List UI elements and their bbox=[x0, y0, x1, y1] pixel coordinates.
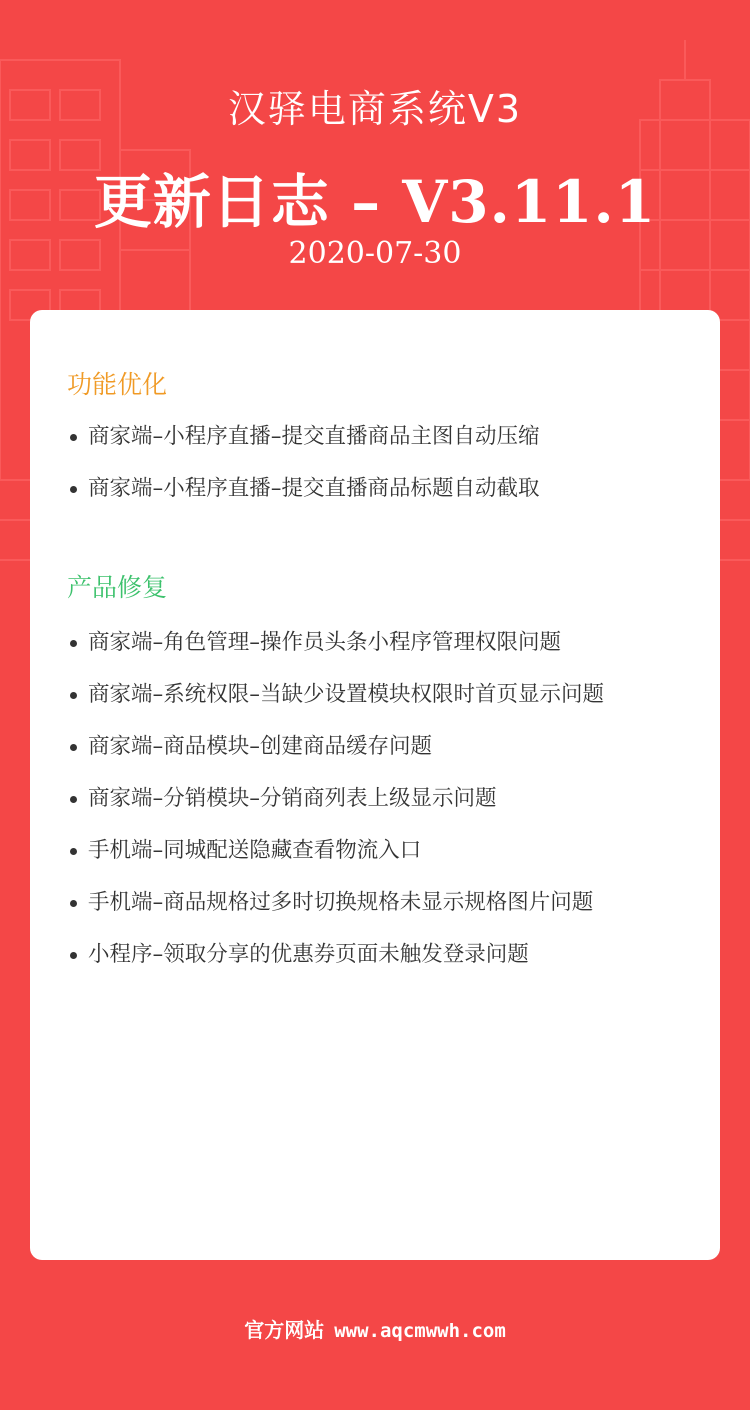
section-title-fixes: 产品修复 bbox=[67, 573, 168, 602]
list-item bbox=[70, 474, 540, 526]
update-log-title: 更新日志 – V3.11.1 bbox=[93, 168, 657, 236]
list-item-text: 商家端–商品模块–创建商品缓存问题 bbox=[88, 734, 433, 759]
fixes-list bbox=[70, 628, 604, 992]
bullet-icon bbox=[70, 434, 77, 441]
app-title: 汉驿电商系统V3 bbox=[227, 87, 523, 131]
list-item-text: 商家端–分销模块–分销商列表上级显示问题 bbox=[88, 786, 497, 811]
list-item bbox=[70, 628, 604, 680]
bullet-icon bbox=[70, 692, 77, 699]
bullet-icon bbox=[70, 900, 77, 907]
list-item-text: 商家端–小程序直播–提交直播商品标题自动截取 bbox=[88, 476, 540, 501]
footer bbox=[0, 1314, 750, 1343]
section-title-optimization: 功能优化 bbox=[67, 370, 168, 399]
list-item-text: 手机端–商品规格过多时切换规格未显示规格图片问题 bbox=[88, 890, 594, 915]
list-item-text: 商家端–角色管理–操作员头条小程序管理权限问题 bbox=[88, 630, 562, 655]
list-item bbox=[70, 732, 604, 784]
release-date: 2020-07-30 bbox=[288, 236, 462, 271]
list-item-text: 手机端–同城配送隐藏查看物流入口 bbox=[88, 838, 422, 863]
bullet-icon bbox=[70, 848, 77, 855]
list-item-text: 商家端–系统权限–当缺少设置模块权限时首页显示问题 bbox=[88, 682, 605, 707]
official-site-label: 官方网站 bbox=[244, 1318, 325, 1342]
bullet-icon bbox=[70, 486, 77, 493]
bullet-icon bbox=[70, 640, 77, 647]
bullet-icon bbox=[70, 744, 77, 751]
list-item bbox=[70, 784, 604, 836]
bullet-icon bbox=[70, 952, 77, 959]
optimization-list bbox=[70, 422, 540, 526]
list-item bbox=[70, 422, 540, 474]
list-item bbox=[70, 888, 604, 940]
official-site-link[interactable]: www.aqcmwwh.com bbox=[334, 1320, 506, 1342]
list-item bbox=[70, 940, 604, 992]
list-item-text: 商家端–小程序直播–提交直播商品主图自动压缩 bbox=[88, 424, 540, 449]
list-item bbox=[70, 836, 604, 888]
list-item bbox=[70, 680, 604, 732]
bullet-icon bbox=[70, 796, 77, 803]
changelog-card bbox=[30, 310, 720, 1260]
list-item-text: 小程序–领取分享的优惠券页面未触发登录问题 bbox=[88, 942, 529, 967]
